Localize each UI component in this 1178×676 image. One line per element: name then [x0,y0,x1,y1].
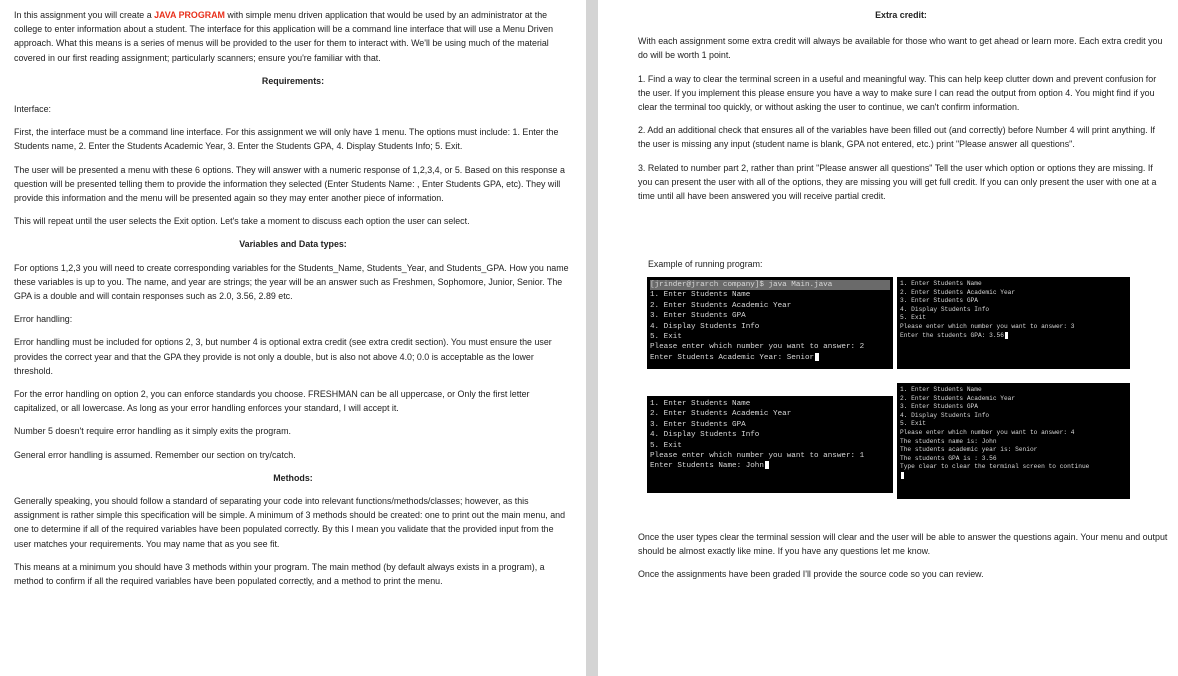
variables-heading: Variables and Data types: [239,239,347,250]
terminal-line: 5. Exit [650,441,682,450]
page-gutter [586,0,598,676]
terminal-cursor [1005,332,1008,339]
terminal-line: The students GPA is : 3.56 [900,454,997,462]
terminal-line: 2. Enter Students Academic Year [900,394,1016,402]
interface-paragraph-2: The user will be presented a menu with these 6 options. They will answer with a numeric response of 1,2,3,4, or 5. Based on this response a question will be presented telling them to provide the information they selected (Enter Students Name: , Enter Students GPA, etc). They will provide this information and the menu will be presented again so they may enter another piece of information. [14,164,565,204]
extra-credit-heading: Extra credit: [875,10,927,20]
error-paragraph-2: For the error handling on option 2, you can enforce standards you choose. FRESHMAN can be all uppercase, or Only the first letter capitalized, or all lowercase. As long as your error handling enforces your standard, I will accept it. [14,389,530,414]
terminal-line: [jrinder@jrarch company]$ java Main.java [650,280,890,290]
terminal-line: 2. Enter Students Academic Year [900,288,1016,296]
terminal-example-1 [647,277,893,369]
terminal-line: Enter Students Academic Year: Senior [650,353,890,363]
terminal-line [900,472,1127,481]
terminal-line: 1. Enter Students Name [650,400,751,408]
error-paragraph-4: General error handling is assumed. Remember our section on try/catch. [14,449,296,460]
terminal-line: 5. Exit [900,314,926,322]
terminal-line: 5. Exit [650,333,682,342]
requirements-heading: Requirements: [261,75,325,86]
terminal-line: 4. Display Students Info [900,305,990,313]
terminal-line: 4. Display Students Info [900,411,990,419]
terminal-line: The students academic year is: Senior [900,446,1038,454]
terminal-line: 5. Exit [900,420,926,428]
terminal-line: 1. Enter Students Name [650,291,751,300]
methods-paragraph-1: Generally speaking, you should follow a standard of separating your code into relevant functions/methods/classes; however, as this assignment is rather simple this specification will be simple. A minimum of 3 methods should be created: one to print out the main menu, and one to determine if all of the required variables have been populated correctly. By this I mean you validate that the provided input from the user matches your requirements. You may name that as you see fit. [14,496,566,549]
terminal-line: 3. Enter Students GPA [650,312,746,321]
error-paragraph-3: Number 5 doesn't require error handling as it simply exits the program. [14,426,291,437]
error-handling-label: Error handling: [14,314,73,325]
terminal-line: Enter the students GPA: 3.56 [900,332,1127,341]
extra-credit-intro: With each assignment some extra credit will always be available for those who want to get ahead or learn more. Each extra credit you do will be worth 1 point. [638,36,1163,61]
terminal-line: Type clear to clear the terminal screen to continue [900,463,1090,471]
terminal-line: Please enter which number you want to answer: 1 [650,452,865,461]
extra-credit-item-2: 2. Add an additional check that ensures all of the variables have been filled out (and correctly) before Number 4 will print anything. If the user is missing any input (student name is blank, GPA not entered, etc.) print "Please answer all questions". [638,125,1156,150]
terminal-line: 2. Enter Students Academic Year [650,301,792,310]
intro-paragraph [14,8,572,65]
terminal-example-4 [897,383,1130,499]
terminal-line: 3. Enter Students GPA [900,297,978,305]
intro-text-cont: with simple menu driven application that would be used by an administrator at the college to enter information about a student. The interface for this application will be a command line interface that will use a Menu Driven approach. What this means is a series of menus will be provided to the user for them to interact with. We'll be using much of the material covered in our first reading assignment; particularly scanners; ensure you're familiar with that. [14,10,554,63]
terminal-line: 1. Enter Students Name [900,386,982,393]
interface-paragraph-1: First, the interface must be a command line interface. For this assignment we will only have 1 menu. The options must include: 1. Enter the Students name, 2. Enter the Students Academic Year, 3. Enter the Students GPA, 4. Display Students Info; 5. Exit. [14,127,559,152]
terminal-line: Enter Students Name: John [650,461,890,471]
terminal-line: 2. Enter Students Academic Year [650,410,792,419]
intro-text: In this assignment you will create a [14,10,155,20]
variables-paragraph: For options 1,2,3 you will need to create corresponding variables for the Students_Name, Students_Year, and Students_GPA. How you name these variables is up to you. The name, and year are strings; the year will be an answer such as Freshmen, Sophomore, Junior, Senior. The GPA is a double and will contain responses such as 2.0, 3.56, 2.89 etc. [14,262,569,302]
terminal-line: The students name is: John [900,437,997,445]
outro-paragraph-1: Once the user types clear the terminal session will clear and the user will be able to answer the questions again. Your menu and output should be almost exactly like mine. If you have any questions let me know. [638,532,1168,557]
terminal-example-3 [647,396,893,493]
terminal-line: 3. Enter Students GPA [650,420,746,429]
example-label: Example of running program: [648,259,763,269]
terminal-line: Please enter which number you want to answer: 2 [650,343,865,352]
terminal-line: 1. Enter Students Name [900,280,982,287]
java-program-highlight: JAVA PROGRAM [154,10,225,20]
methods-paragraph-2: This means at a minimum you should have 3 methods within your program. The main method (by default always exists in a program), a method to confirm if all the required variables have been populated correctly, and a method to print the menu. [14,561,545,587]
terminal-line: Please enter which number you want to answer: 4 [900,428,1075,436]
terminal-cursor [815,353,819,361]
extra-credit-item-1: 1. Find a way to clear the terminal screen in a useful and meaningful way. This can help keep clutter down and prevent confusion for the user. If you implement this please ensure you have a way to make sure I can read the output from option 4. You might find if you clear the terminal too quickly, or without asking the user to continue, we can't confirm information. [638,73,1157,113]
extra-credit-item-3: 3. Related to number part 2, rather than print "Please answer all questions" Tell the user which option or options they are missing. If you can present the user with all of the options, they are missing you will get full credit. If you can only present the user with one at a time until all have been answered you will receive partial credit. [638,162,1157,202]
terminal-cursor [901,472,904,479]
interface-paragraph-3: This will repeat until the user selects the Exit option. Let's take a moment to discuss each option the user can select. [14,216,470,227]
left-page [0,0,586,676]
terminal-line: Please enter which number you want to answer: 3 [900,322,1075,330]
interface-label: Interface: [14,104,51,115]
terminal-line: 4. Display Students Info [650,322,760,331]
methods-heading: Methods: [273,472,313,483]
terminal-line: 4. Display Students Info [650,431,760,440]
error-paragraph-1: Error handling must be included for options 2, 3, but number 4 is optional extra credit (see extra credit section). You must ensure the user provides the correct year and that the GPA they provide is not only a double, but is also not above 4.0; 0.0 is acceptable as the lower threshold. [14,337,552,376]
terminal-example-2 [897,277,1130,369]
terminal-cursor [765,461,769,469]
terminal-line: 3. Enter Students GPA [900,403,978,411]
outro-paragraph-2: Once the assignments have been graded I'll provide the source code so you can review. [638,569,984,579]
